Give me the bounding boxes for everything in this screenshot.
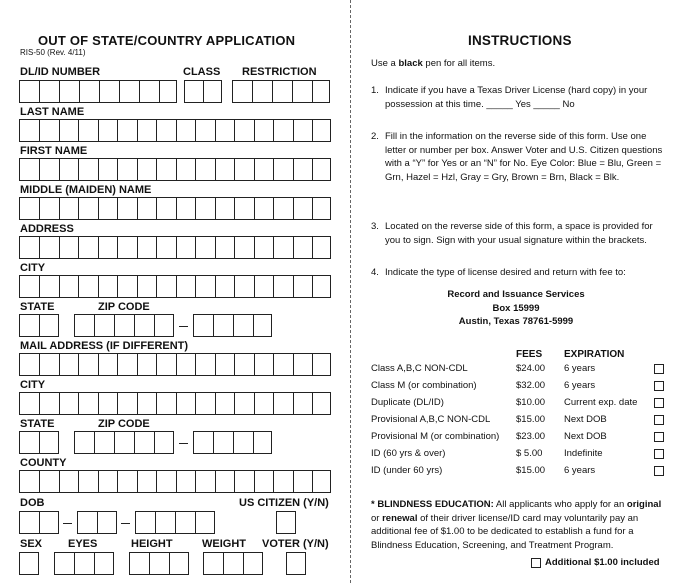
fee-value: $23.00 bbox=[516, 431, 546, 442]
zip-ext-field[interactable] bbox=[193, 314, 272, 337]
item-2-num: 2. bbox=[371, 131, 379, 142]
dob-label: DOB bbox=[20, 497, 45, 509]
address-line-2: Box 15999 bbox=[492, 302, 540, 314]
last-name-label: LAST NAME bbox=[20, 106, 85, 118]
exp-value: Next DOB bbox=[564, 414, 607, 425]
city-field[interactable] bbox=[19, 275, 331, 298]
zip2-ext-field[interactable] bbox=[193, 431, 272, 454]
class-label: CLASS bbox=[183, 66, 221, 78]
dl-id-field[interactable] bbox=[19, 80, 177, 103]
us-citizen-field[interactable] bbox=[276, 511, 296, 534]
last-name-field[interactable] bbox=[19, 119, 331, 142]
weight-label: WEIGHT bbox=[202, 538, 246, 550]
state-field[interactable] bbox=[19, 314, 59, 337]
zip2-label: ZIP CODE bbox=[98, 418, 150, 430]
fees-header: FEES bbox=[516, 349, 543, 360]
dl-id-label: DL/ID NUMBER bbox=[20, 66, 101, 78]
voter-label: VOTER (Y/N) bbox=[262, 538, 329, 550]
pen-instruction: Use a black pen for all items. bbox=[371, 58, 496, 69]
item-4-num: 4. bbox=[371, 267, 379, 278]
address-line-1: Record and Issuance Services bbox=[447, 289, 585, 300]
address-label: ADDRESS bbox=[20, 223, 74, 235]
middle-name-field[interactable] bbox=[19, 197, 331, 220]
fee-value: $24.00 bbox=[516, 363, 546, 374]
fee-checkbox[interactable] bbox=[654, 381, 664, 391]
first-name-field[interactable] bbox=[19, 158, 331, 181]
zip-label: ZIP CODE bbox=[98, 301, 150, 313]
restriction-label: RESTRICTION bbox=[242, 66, 317, 78]
item-4-text: Indicate the type of license desired and return with fee to: bbox=[385, 267, 626, 278]
exp-value: 6 years bbox=[564, 380, 596, 391]
voter-field[interactable] bbox=[286, 552, 306, 575]
city2-label: CITY bbox=[20, 379, 46, 391]
fee-row: Provisional M (or combination) bbox=[371, 431, 500, 442]
item-3-text: Located on the reverse side of this form, a space is provided for you to sign. Sign with your usual signature within the brackets. bbox=[385, 221, 653, 246]
column-divider bbox=[350, 0, 351, 583]
mail-address-field[interactable] bbox=[19, 353, 331, 376]
dob-day-field[interactable] bbox=[77, 511, 117, 534]
mail-address-block bbox=[371, 288, 661, 329]
weight-field[interactable] bbox=[203, 552, 263, 575]
fee-checkbox[interactable] bbox=[654, 449, 664, 459]
restriction-field[interactable] bbox=[232, 80, 330, 103]
county-label: COUNTY bbox=[20, 457, 67, 469]
item-1-text: Indicate if you have a Texas Driver License (hard copy) in your possession at this time. _____ Yes _____ No bbox=[385, 85, 648, 110]
blindness-additional-label: Additional $1.00 included bbox=[545, 557, 660, 568]
middle-name-label: MIDDLE (MAIDEN) NAME bbox=[20, 184, 152, 196]
state-label: STATE bbox=[20, 301, 55, 313]
fee-row: Class A,B,C NON-CDL bbox=[371, 363, 468, 374]
blindness-checkbox[interactable] bbox=[531, 558, 541, 568]
address-field[interactable] bbox=[19, 236, 331, 259]
exp-value: Current exp. date bbox=[564, 397, 638, 408]
blindness-education-text: * BLINDNESS EDUCATION: All applicants who apply for an original or renewal of their driver license/ID card may voluntarily pay an additional fee of $1.00 to be dedicated to establish a fund for a Blindness Education, Screening, and Treatment Program. bbox=[371, 499, 662, 551]
fee-row: Class M (or combination) bbox=[371, 380, 477, 391]
exp-value: Next DOB bbox=[564, 431, 607, 442]
state2-field[interactable] bbox=[19, 431, 59, 454]
expiration-header: EXPIRATION bbox=[564, 349, 625, 360]
exp-value: Indefinite bbox=[564, 448, 603, 459]
item-2-text: Fill in the information on the reverse side of this form. Use one letter or number per box. Answer Voter and U.S. Citizen questions with a “Y” for Yes or an “N” for No. Eye Color: Blue = Blu, Green = Grn, Hazel = Hzl, Gray = Gry, Brown = Brn, Black = Blk. bbox=[385, 131, 663, 183]
exp-value: 6 years bbox=[564, 465, 596, 476]
fee-row: ID (60 yrs & over) bbox=[371, 448, 446, 459]
fee-checkbox[interactable] bbox=[654, 466, 664, 476]
height-label: HEIGHT bbox=[131, 538, 173, 550]
instructions-title: INSTRUCTIONS bbox=[468, 33, 572, 48]
height-field[interactable] bbox=[129, 552, 189, 575]
exp-value: 6 years bbox=[564, 363, 596, 374]
zip2-field[interactable] bbox=[74, 431, 174, 454]
item-3-num: 3. bbox=[371, 221, 379, 232]
class-field[interactable] bbox=[184, 80, 222, 103]
fee-value: $ 5.00 bbox=[516, 448, 543, 459]
fee-checkbox[interactable] bbox=[654, 415, 664, 425]
sex-label: SEX bbox=[20, 538, 43, 550]
fee-value: $15.00 bbox=[516, 465, 546, 476]
state2-label: STATE bbox=[20, 418, 55, 430]
fee-row: Duplicate (DL/ID) bbox=[371, 397, 444, 408]
fee-row: Provisional A,B,C NON-CDL bbox=[371, 414, 491, 425]
eyes-field[interactable] bbox=[54, 552, 114, 575]
fee-checkbox[interactable] bbox=[654, 398, 664, 408]
dob-month-field[interactable] bbox=[19, 511, 59, 534]
fee-row: ID (under 60 yrs) bbox=[371, 465, 443, 476]
sex-field[interactable] bbox=[19, 552, 39, 575]
city2-field[interactable] bbox=[19, 392, 331, 415]
form-title: OUT OF STATE/COUNTRY APPLICATION bbox=[38, 33, 296, 48]
city-label: CITY bbox=[20, 262, 46, 274]
fee-value: $15.00 bbox=[516, 414, 546, 425]
mail-address-label: MAIL ADDRESS (IF DIFFERENT) bbox=[20, 340, 189, 352]
item-1-num: 1. bbox=[371, 85, 379, 96]
first-name-label: FIRST NAME bbox=[20, 145, 88, 157]
fee-checkbox[interactable] bbox=[654, 364, 664, 374]
fee-value: $10.00 bbox=[516, 397, 546, 408]
dob-year-field[interactable] bbox=[135, 511, 215, 534]
fee-checkbox[interactable] bbox=[654, 432, 664, 442]
county-field[interactable] bbox=[19, 470, 331, 493]
zip-field[interactable] bbox=[74, 314, 174, 337]
fee-value: $32.00 bbox=[516, 380, 546, 391]
us-citizen-label: US CITIZEN (Y/N) bbox=[239, 497, 329, 509]
form-number: RIS-50 (Rev. 4/11) bbox=[20, 48, 86, 57]
address-line-3: Austin, Texas 78761-5999 bbox=[458, 316, 574, 327]
eyes-label: EYES bbox=[68, 538, 98, 550]
